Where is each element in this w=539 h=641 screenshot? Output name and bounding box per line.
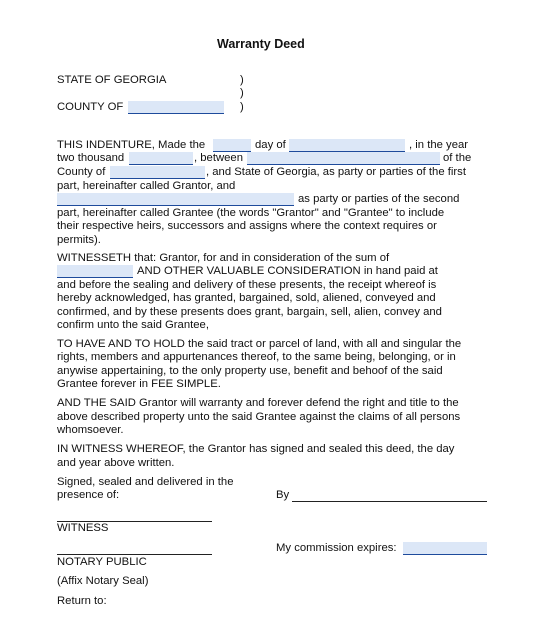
consideration-amount-field[interactable] xyxy=(57,265,133,278)
month-field[interactable] xyxy=(289,139,405,152)
habendum-line-4: Grantee forever in FEE SIMPLE. xyxy=(57,378,221,390)
grantee-name-field[interactable] xyxy=(57,193,294,206)
habendum-line-1: TO HAVE AND TO HOLD the said tract or parcel of land, with all and singular the xyxy=(57,338,462,350)
indenture-line-1a: THIS INDENTURE, Made the xyxy=(57,139,206,151)
habendum-line-3: anywise appertaining, to the only property use, benefit and behoof of the said xyxy=(57,365,443,377)
indenture-line-4: part, hereinafter called Grantor, and xyxy=(57,180,236,192)
bracket-3: ) xyxy=(240,101,244,113)
indenture-line-2b: , between xyxy=(194,152,243,164)
commission-expires-field[interactable] xyxy=(403,542,487,555)
signed-sealed-line-1: Signed, sealed and delivered in the xyxy=(57,476,234,488)
witnesseth-line-4: hereby acknowledged, has granted, bargained, sold, aliened, conveyed and xyxy=(57,292,436,304)
grantor-county-field[interactable] xyxy=(110,166,205,179)
commission-expires-label: My commission expires: xyxy=(276,542,397,554)
day-field[interactable] xyxy=(213,139,251,152)
county-field[interactable] xyxy=(128,101,224,114)
warranty-line-2: above described property unto the said Grantee against the claims of all persons xyxy=(57,411,461,423)
notary-seal-label: (Affix Notary Seal) xyxy=(57,575,149,587)
indenture-line-2a: two thousand xyxy=(57,152,125,164)
indenture-line-1b: day of xyxy=(255,139,286,151)
indenture-line-8: permits). xyxy=(57,234,101,246)
habendum-line-2: rights, members and appurtenances thereof, to the same being, belonging, or in xyxy=(57,351,456,363)
return-to-label: Return to: xyxy=(57,595,107,607)
year-field[interactable] xyxy=(129,152,193,165)
grantor-signature-line[interactable] xyxy=(292,500,487,502)
bracket-1: ) xyxy=(240,74,244,86)
witnesseth-line-5: confirmed, and by these presents does grant, bargain, sell, alien, convey and xyxy=(57,306,442,318)
notary-public-label: NOTARY PUBLIC xyxy=(57,556,147,568)
indenture-line-6: part, hereinafter called Grantee (the words "Grantor" and "Grantee" to include xyxy=(57,207,445,219)
witness-label: WITNESS xyxy=(57,522,109,534)
witnesseth-line-2: AND OTHER VALUABLE CONSIDERATION in hand paid at xyxy=(137,265,438,277)
witness-whereof-line-1: IN WITNESS WHEREOF, the Grantor has signed and sealed this deed, the day xyxy=(57,443,455,455)
witnesseth-line-3: and before the sealing and delivery of these presents, the receipt whereof is xyxy=(57,279,437,291)
indenture-line-7: their respective heirs, successors and assigns where the context requires or xyxy=(57,220,437,232)
notary-signature-line[interactable] xyxy=(57,553,212,555)
state-label: STATE OF GEORGIA xyxy=(57,74,167,86)
indenture-line-5: as party or parties of the second xyxy=(298,193,460,205)
bracket-2: ) xyxy=(240,87,244,99)
witnesseth-line-6: confirm unto the said Grantee, xyxy=(57,319,209,331)
signed-sealed-line-2: presence of: xyxy=(57,489,120,501)
indenture-line-3b: , and State of Georgia, as party or parties of the first xyxy=(206,166,466,178)
witness-whereof-line-2: and year above written. xyxy=(57,457,175,469)
indenture-line-3a: County of xyxy=(57,166,106,178)
indenture-line-1c: , in the year xyxy=(409,139,469,151)
indenture-line-2c: of the xyxy=(443,152,472,164)
document-title: Warranty Deed xyxy=(217,37,305,51)
witnesseth-line-1: WITNESSETH that: Grantor, for and in consideration of the sum of xyxy=(57,252,390,264)
warranty-line-1: AND THE SAID Grantor will warranty and forever defend the right and title to the xyxy=(57,397,459,409)
warranty-line-3: whomsoever. xyxy=(57,424,124,436)
grantor-name-field[interactable] xyxy=(247,152,440,165)
by-label: By xyxy=(276,489,290,501)
county-label: COUNTY OF xyxy=(57,101,124,113)
